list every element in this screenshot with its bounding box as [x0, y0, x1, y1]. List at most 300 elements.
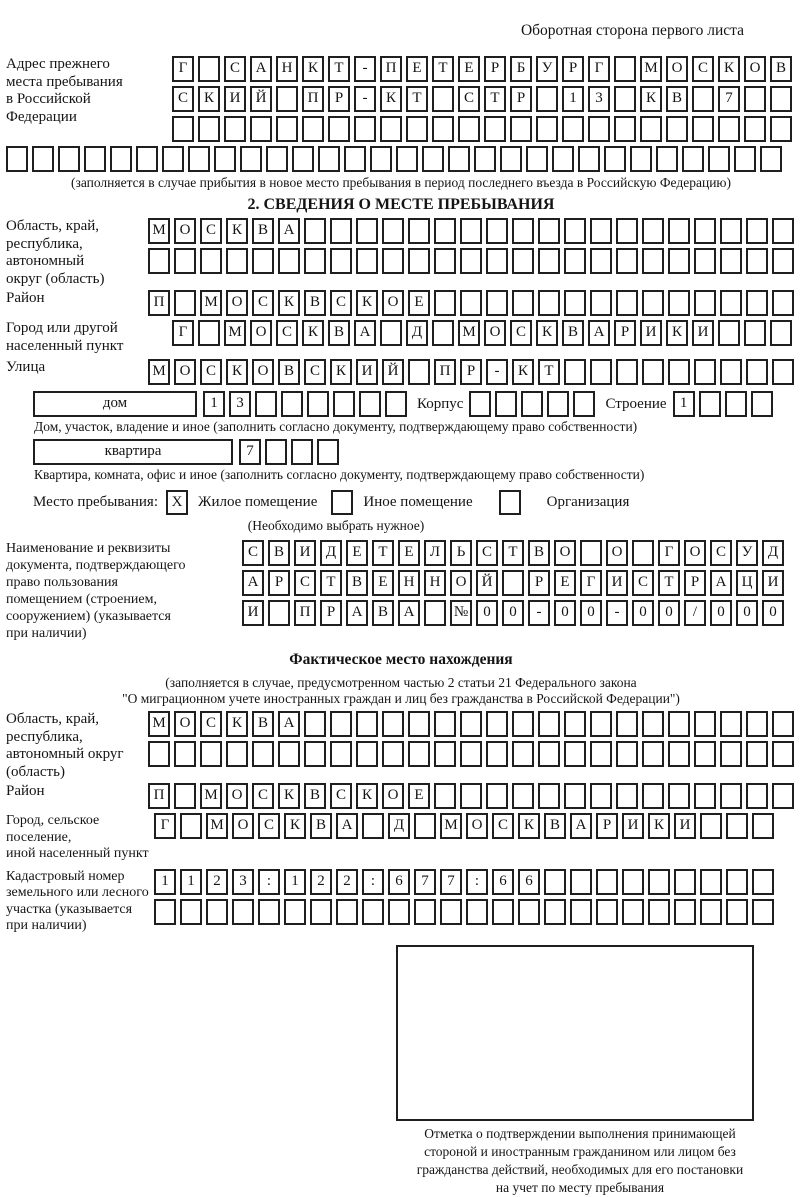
char-cell[interactable]: Н: [398, 570, 420, 596]
char-cell[interactable]: №: [450, 600, 472, 626]
char-cell[interactable]: -: [528, 600, 550, 626]
char-cell[interactable]: [588, 116, 610, 142]
char-cell[interactable]: [266, 146, 288, 172]
char-cell[interactable]: [84, 146, 106, 172]
char-cell[interactable]: Л: [424, 540, 446, 566]
char-cell[interactable]: [502, 570, 524, 596]
char-cell[interactable]: Т: [328, 56, 350, 82]
char-cell[interactable]: 1: [154, 869, 176, 895]
char-cell[interactable]: [699, 391, 721, 417]
char-cell[interactable]: М: [224, 320, 246, 346]
char-cell[interactable]: [604, 146, 626, 172]
char-cell[interactable]: [434, 783, 456, 809]
char-cell[interactable]: [694, 741, 716, 767]
char-cell[interactable]: [408, 218, 430, 244]
char-cell[interactable]: :: [258, 869, 280, 895]
char-cell[interactable]: [432, 116, 454, 142]
char-cell[interactable]: [744, 116, 766, 142]
char-cell[interactable]: К: [330, 359, 352, 385]
char-cell[interactable]: [720, 359, 742, 385]
char-cell[interactable]: С: [632, 570, 654, 596]
char-cell[interactable]: [414, 813, 436, 839]
char-cell[interactable]: [666, 116, 688, 142]
char-cell[interactable]: [616, 783, 638, 809]
char-cell[interactable]: В: [328, 320, 350, 346]
char-cell[interactable]: [744, 86, 766, 112]
char-cell[interactable]: [692, 116, 714, 142]
char-cell[interactable]: [668, 741, 690, 767]
char-cell[interactable]: С: [294, 570, 316, 596]
checkbox-other-premises[interactable]: [331, 490, 353, 515]
char-cell[interactable]: Р: [596, 813, 618, 839]
char-cell[interactable]: [512, 248, 534, 274]
char-cell[interactable]: О: [666, 56, 688, 82]
char-cell[interactable]: [198, 320, 220, 346]
char-cell[interactable]: [408, 359, 430, 385]
char-cell[interactable]: [642, 783, 664, 809]
char-cell[interactable]: [700, 813, 722, 839]
char-cell[interactable]: Е: [408, 290, 430, 316]
char-cell[interactable]: [460, 741, 482, 767]
char-cell[interactable]: [486, 290, 508, 316]
char-cell[interactable]: Ц: [736, 570, 758, 596]
char-cell[interactable]: [682, 146, 704, 172]
char-cell[interactable]: М: [148, 359, 170, 385]
char-cell[interactable]: О: [226, 783, 248, 809]
char-cell[interactable]: [474, 146, 496, 172]
char-cell[interactable]: С: [258, 813, 280, 839]
char-cell[interactable]: [642, 248, 664, 274]
char-cell[interactable]: [718, 116, 740, 142]
char-cell[interactable]: Б: [510, 56, 532, 82]
char-cell[interactable]: Е: [458, 56, 480, 82]
char-cell[interactable]: [538, 290, 560, 316]
char-cell[interactable]: [388, 899, 410, 925]
char-cell[interactable]: А: [354, 320, 376, 346]
char-cell[interactable]: К: [226, 218, 248, 244]
char-cell[interactable]: Д: [762, 540, 784, 566]
char-cell[interactable]: [746, 290, 768, 316]
char-cell[interactable]: [336, 899, 358, 925]
char-cell[interactable]: [538, 248, 560, 274]
char-cell[interactable]: О: [606, 540, 628, 566]
char-cell[interactable]: [330, 711, 352, 737]
char-cell[interactable]: [596, 899, 618, 925]
char-cell[interactable]: [616, 290, 638, 316]
char-cell[interactable]: О: [466, 813, 488, 839]
char-cell[interactable]: О: [174, 711, 196, 737]
char-cell[interactable]: О: [382, 290, 404, 316]
char-cell[interactable]: [281, 391, 303, 417]
char-cell[interactable]: [434, 290, 456, 316]
char-cell[interactable]: М: [440, 813, 462, 839]
char-cell[interactable]: Й: [476, 570, 498, 596]
char-cell[interactable]: [642, 218, 664, 244]
char-cell[interactable]: -: [606, 600, 628, 626]
char-cell[interactable]: Г: [154, 813, 176, 839]
char-cell[interactable]: К: [356, 290, 378, 316]
char-cell[interactable]: [512, 290, 534, 316]
char-cell[interactable]: [751, 391, 773, 417]
char-cell[interactable]: [317, 439, 339, 465]
char-cell[interactable]: [772, 741, 794, 767]
char-cell[interactable]: [460, 783, 482, 809]
char-cell[interactable]: [564, 248, 586, 274]
char-cell[interactable]: 1: [180, 869, 202, 895]
char-cell[interactable]: 1: [203, 391, 225, 417]
char-cell[interactable]: [526, 146, 548, 172]
char-cell[interactable]: [58, 146, 80, 172]
char-cell[interactable]: А: [710, 570, 732, 596]
char-cell[interactable]: К: [512, 359, 534, 385]
char-cell[interactable]: [720, 741, 742, 767]
char-cell[interactable]: [573, 391, 595, 417]
char-cell[interactable]: Г: [658, 540, 680, 566]
char-cell[interactable]: [578, 146, 600, 172]
char-cell[interactable]: 0: [580, 600, 602, 626]
char-cell[interactable]: У: [736, 540, 758, 566]
char-cell[interactable]: А: [570, 813, 592, 839]
char-cell[interactable]: [174, 290, 196, 316]
char-cell[interactable]: [356, 741, 378, 767]
char-cell[interactable]: [674, 869, 696, 895]
char-cell[interactable]: [564, 290, 586, 316]
char-cell[interactable]: Р: [684, 570, 706, 596]
char-cell[interactable]: К: [278, 290, 300, 316]
char-cell[interactable]: В: [304, 290, 326, 316]
char-cell[interactable]: Г: [580, 570, 602, 596]
char-cell[interactable]: М: [200, 290, 222, 316]
char-cell[interactable]: [486, 248, 508, 274]
char-cell[interactable]: [333, 391, 355, 417]
char-cell[interactable]: В: [310, 813, 332, 839]
char-cell[interactable]: [359, 391, 381, 417]
char-cell[interactable]: [382, 711, 404, 737]
char-cell[interactable]: [380, 320, 402, 346]
char-cell[interactable]: 3: [588, 86, 610, 112]
char-cell[interactable]: [284, 899, 306, 925]
char-cell[interactable]: [486, 741, 508, 767]
char-cell[interactable]: К: [380, 86, 402, 112]
char-cell[interactable]: В: [346, 570, 368, 596]
char-cell[interactable]: Е: [408, 783, 430, 809]
char-cell[interactable]: С: [330, 783, 352, 809]
char-cell[interactable]: И: [640, 320, 662, 346]
char-cell[interactable]: [590, 218, 612, 244]
char-cell[interactable]: С: [172, 86, 194, 112]
char-cell[interactable]: К: [284, 813, 306, 839]
char-cell[interactable]: /: [684, 600, 706, 626]
char-cell[interactable]: [642, 359, 664, 385]
char-cell[interactable]: [734, 146, 756, 172]
char-cell[interactable]: 7: [414, 869, 436, 895]
char-cell[interactable]: [460, 290, 482, 316]
char-cell[interactable]: С: [276, 320, 298, 346]
char-cell[interactable]: 1: [562, 86, 584, 112]
char-cell[interactable]: Т: [484, 86, 506, 112]
char-cell[interactable]: [408, 711, 430, 737]
char-cell[interactable]: [564, 741, 586, 767]
char-cell[interactable]: А: [278, 711, 300, 737]
char-cell[interactable]: [356, 248, 378, 274]
char-cell[interactable]: [422, 146, 444, 172]
char-cell[interactable]: В: [666, 86, 688, 112]
char-cell[interactable]: [772, 290, 794, 316]
char-cell[interactable]: [432, 320, 454, 346]
char-cell[interactable]: 1: [673, 391, 695, 417]
char-cell[interactable]: И: [224, 86, 246, 112]
char-cell[interactable]: [694, 290, 716, 316]
char-cell[interactable]: [720, 218, 742, 244]
char-cell[interactable]: [668, 711, 690, 737]
char-cell[interactable]: [547, 391, 569, 417]
char-cell[interactable]: С: [692, 56, 714, 82]
char-cell[interactable]: [746, 783, 768, 809]
char-cell[interactable]: [648, 899, 670, 925]
char-cell[interactable]: [440, 899, 462, 925]
char-cell[interactable]: [226, 248, 248, 274]
char-cell[interactable]: [292, 146, 314, 172]
char-cell[interactable]: 6: [492, 869, 514, 895]
char-cell[interactable]: [564, 783, 586, 809]
char-cell[interactable]: [174, 783, 196, 809]
char-cell[interactable]: [307, 391, 329, 417]
char-cell[interactable]: С: [224, 56, 246, 82]
char-cell[interactable]: М: [148, 218, 170, 244]
char-cell[interactable]: [434, 711, 456, 737]
char-cell[interactable]: С: [304, 359, 326, 385]
char-cell[interactable]: [622, 899, 644, 925]
char-cell[interactable]: [642, 290, 664, 316]
char-cell[interactable]: [746, 711, 768, 737]
char-cell[interactable]: К: [666, 320, 688, 346]
char-cell[interactable]: И: [674, 813, 696, 839]
char-cell[interactable]: [570, 869, 592, 895]
char-cell[interactable]: К: [356, 783, 378, 809]
char-cell[interactable]: [344, 146, 366, 172]
char-cell[interactable]: [198, 116, 220, 142]
char-cell[interactable]: [570, 899, 592, 925]
char-cell[interactable]: К: [302, 320, 324, 346]
char-cell[interactable]: Н: [276, 56, 298, 82]
char-cell[interactable]: Е: [346, 540, 368, 566]
char-cell[interactable]: [180, 813, 202, 839]
char-cell[interactable]: [252, 248, 274, 274]
char-cell[interactable]: [510, 116, 532, 142]
char-cell[interactable]: 7: [440, 869, 462, 895]
char-cell[interactable]: [500, 146, 522, 172]
char-cell[interactable]: Д: [406, 320, 428, 346]
char-cell[interactable]: В: [252, 218, 274, 244]
char-cell[interactable]: [752, 899, 774, 925]
char-cell[interactable]: [642, 741, 664, 767]
char-cell[interactable]: [640, 116, 662, 142]
char-cell[interactable]: 0: [632, 600, 654, 626]
char-cell[interactable]: [356, 218, 378, 244]
char-cell[interactable]: П: [380, 56, 402, 82]
char-cell[interactable]: [206, 899, 228, 925]
char-cell[interactable]: В: [252, 711, 274, 737]
char-cell[interactable]: [512, 711, 534, 737]
char-cell[interactable]: [668, 359, 690, 385]
char-cell[interactable]: П: [148, 783, 170, 809]
char-cell[interactable]: [518, 899, 540, 925]
char-cell[interactable]: [772, 783, 794, 809]
char-cell[interactable]: О: [250, 320, 272, 346]
char-cell[interactable]: И: [622, 813, 644, 839]
char-cell[interactable]: [744, 320, 766, 346]
char-cell[interactable]: [492, 899, 514, 925]
char-cell[interactable]: 2: [336, 869, 358, 895]
char-cell[interactable]: [356, 711, 378, 737]
char-cell[interactable]: Р: [268, 570, 290, 596]
char-cell[interactable]: [538, 711, 560, 737]
char-cell[interactable]: К: [718, 56, 740, 82]
char-cell[interactable]: [720, 711, 742, 737]
char-cell[interactable]: [720, 248, 742, 274]
char-cell[interactable]: [590, 783, 612, 809]
char-cell[interactable]: Ь: [450, 540, 472, 566]
char-cell[interactable]: К: [226, 711, 248, 737]
char-cell[interactable]: [772, 711, 794, 737]
char-cell[interactable]: [291, 439, 313, 465]
char-cell[interactable]: 1: [284, 869, 306, 895]
char-cell[interactable]: [486, 783, 508, 809]
char-cell[interactable]: О: [450, 570, 472, 596]
char-cell[interactable]: [328, 116, 350, 142]
char-cell[interactable]: 0: [502, 600, 524, 626]
char-cell[interactable]: С: [510, 320, 532, 346]
char-cell[interactable]: [718, 320, 740, 346]
char-cell[interactable]: [538, 741, 560, 767]
char-cell[interactable]: [406, 116, 428, 142]
char-cell[interactable]: [544, 869, 566, 895]
char-cell[interactable]: [414, 899, 436, 925]
char-cell[interactable]: [382, 741, 404, 767]
char-cell[interactable]: [136, 146, 158, 172]
char-cell[interactable]: [668, 248, 690, 274]
char-cell[interactable]: Т: [372, 540, 394, 566]
char-cell[interactable]: [469, 391, 491, 417]
char-cell[interactable]: О: [744, 56, 766, 82]
char-cell[interactable]: С: [242, 540, 264, 566]
char-cell[interactable]: О: [226, 290, 248, 316]
char-cell[interactable]: [616, 218, 638, 244]
char-cell[interactable]: [148, 741, 170, 767]
char-cell[interactable]: И: [242, 600, 264, 626]
char-cell[interactable]: О: [252, 359, 274, 385]
char-cell[interactable]: [772, 359, 794, 385]
char-cell[interactable]: [614, 86, 636, 112]
char-cell[interactable]: 3: [229, 391, 251, 417]
char-cell[interactable]: М: [206, 813, 228, 839]
char-cell[interactable]: [536, 116, 558, 142]
char-cell[interactable]: [304, 248, 326, 274]
char-cell[interactable]: И: [606, 570, 628, 596]
char-cell[interactable]: [772, 218, 794, 244]
char-cell[interactable]: [726, 813, 748, 839]
char-cell[interactable]: М: [458, 320, 480, 346]
char-cell[interactable]: [250, 116, 272, 142]
char-cell[interactable]: [486, 218, 508, 244]
char-cell[interactable]: [434, 218, 456, 244]
char-cell[interactable]: [616, 711, 638, 737]
char-cell[interactable]: [752, 813, 774, 839]
char-cell[interactable]: [495, 391, 517, 417]
char-cell[interactable]: [330, 218, 352, 244]
char-cell[interactable]: А: [588, 320, 610, 346]
char-cell[interactable]: [484, 116, 506, 142]
char-cell[interactable]: [746, 248, 768, 274]
char-cell[interactable]: Г: [588, 56, 610, 82]
char-cell[interactable]: [318, 146, 340, 172]
char-cell[interactable]: [746, 359, 768, 385]
char-cell[interactable]: [590, 711, 612, 737]
char-cell[interactable]: [596, 869, 618, 895]
char-cell[interactable]: Н: [424, 570, 446, 596]
char-cell[interactable]: [174, 741, 196, 767]
char-cell[interactable]: В: [544, 813, 566, 839]
char-cell[interactable]: [458, 116, 480, 142]
char-cell[interactable]: А: [398, 600, 420, 626]
char-cell[interactable]: [354, 116, 376, 142]
char-cell[interactable]: О: [174, 218, 196, 244]
char-cell[interactable]: В: [268, 540, 290, 566]
char-cell[interactable]: [110, 146, 132, 172]
char-cell[interactable]: [726, 899, 748, 925]
char-cell[interactable]: [252, 741, 274, 767]
char-cell[interactable]: [304, 218, 326, 244]
checkbox-residential[interactable]: X: [166, 490, 188, 515]
char-cell[interactable]: [214, 146, 236, 172]
char-cell[interactable]: [694, 711, 716, 737]
char-cell[interactable]: :: [466, 869, 488, 895]
char-cell[interactable]: [460, 248, 482, 274]
char-cell[interactable]: [562, 116, 584, 142]
char-cell[interactable]: [616, 741, 638, 767]
char-cell[interactable]: Е: [406, 56, 428, 82]
char-cell[interactable]: [172, 116, 194, 142]
char-cell[interactable]: [708, 146, 730, 172]
char-cell[interactable]: 2: [206, 869, 228, 895]
char-cell[interactable]: Г: [172, 320, 194, 346]
char-cell[interactable]: К: [648, 813, 670, 839]
char-cell[interactable]: [278, 741, 300, 767]
char-cell[interactable]: 0: [476, 600, 498, 626]
char-cell[interactable]: [304, 711, 326, 737]
char-cell[interactable]: И: [356, 359, 378, 385]
char-cell[interactable]: [614, 56, 636, 82]
char-cell[interactable]: 3: [232, 869, 254, 895]
char-cell[interactable]: Й: [250, 86, 272, 112]
char-cell[interactable]: [180, 899, 202, 925]
char-cell[interactable]: -: [354, 86, 376, 112]
char-cell[interactable]: 0: [710, 600, 732, 626]
char-cell[interactable]: Т: [502, 540, 524, 566]
char-cell[interactable]: А: [336, 813, 358, 839]
char-cell[interactable]: [432, 86, 454, 112]
char-cell[interactable]: М: [148, 711, 170, 737]
char-cell[interactable]: [512, 783, 534, 809]
char-cell[interactable]: И: [294, 540, 316, 566]
char-cell[interactable]: [668, 218, 690, 244]
char-cell[interactable]: С: [492, 813, 514, 839]
char-cell[interactable]: Т: [658, 570, 680, 596]
char-cell[interactable]: [408, 741, 430, 767]
char-cell[interactable]: И: [692, 320, 714, 346]
char-cell[interactable]: А: [346, 600, 368, 626]
char-cell[interactable]: [746, 218, 768, 244]
